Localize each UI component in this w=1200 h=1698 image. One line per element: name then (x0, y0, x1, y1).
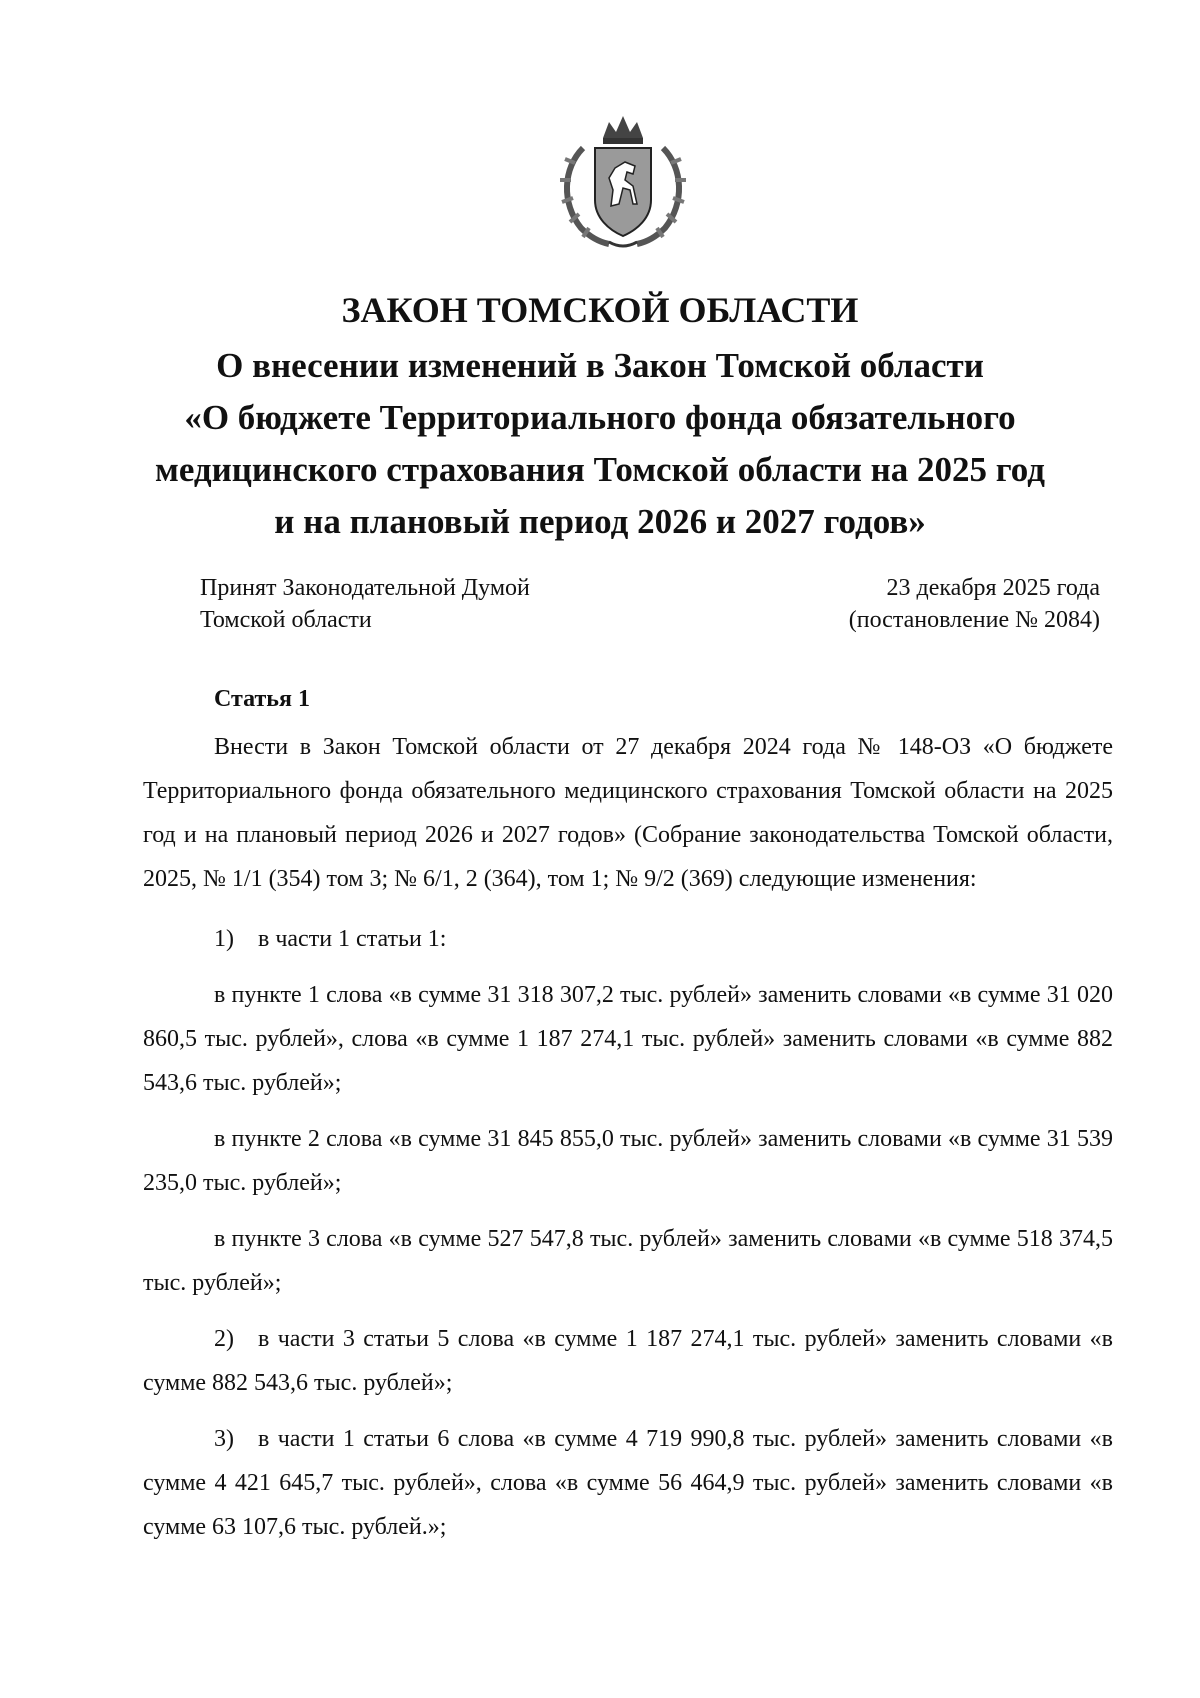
subject-line: О внесении изменений в Закон Томской области (216, 346, 984, 385)
amendment-paragraph: в пункте 2 слова «в сумме 31 845 855,0 тыс. рублей» заменить словами «в сумме 31 539 235,0 тыс. рублей»; (143, 1126, 1113, 1196)
adoption-date (849, 572, 1100, 636)
adopted-by-line: Принят Законодательной Думой (200, 575, 530, 601)
amendment-paragraph: в пункте 3 слова «в сумме 527 547,8 тыс. рублей» заменить словами «в сумме 518 374,5 тыс. рублей»; (143, 1226, 1113, 1296)
adopted-by (200, 572, 530, 636)
adoption-date-line: 23 декабря 2025 года (886, 575, 1100, 601)
subject-line: «О бюджете Территориального фонда обязательного (184, 398, 1016, 437)
adopted-by-line: Томской области (200, 607, 372, 633)
list-item (143, 1417, 1113, 1549)
coat-of-arms-icon (553, 108, 693, 250)
subject-line: и на плановый период 2026 и 2027 годов» (274, 502, 926, 541)
item-number: 2) (214, 1326, 234, 1352)
item-number: 3) (214, 1426, 234, 1452)
resolution-number: (постановление № 2084) (848, 607, 1100, 633)
subject-line: медицинского страхования Томской области на 2025 год (154, 450, 1046, 489)
law-subject (100, 340, 1100, 548)
law-title: ЗАКОН ТОМСКОЙ ОБЛАСТИ (341, 290, 859, 330)
item-text: в части 1 статьи 6 слова «в сумме 4 719 990,8 тыс. рублей» заменить словами «в сумме 4 421 645,7 тыс. рублей», слова «в сумме 56 464,9 тыс. рублей» заменить словами «в сумме 63 107,6 тыс. рублей.»; (143, 1426, 1113, 1540)
article-intro: Внести в Закон Томской области от 27 декабря 2024 года № 148-ОЗ «О бюджете Территориального фонда обязательного медицинского страхования Томской области на 2025 год и на плановый период 2026 и 2027 годов» (Собрание законодательства Томской области, 2025, № 1/1 (354) том 3; № 6/1, 2 (364), том 1; № 9/2 (369) следующие изменения: (143, 734, 1113, 892)
article-body (143, 725, 1113, 1561)
amendment-paragraph: в пункте 1 слова «в сумме 31 318 307,2 тыс. рублей» заменить словами «в сумме 31 020 860,5 тыс. рублей», слова «в сумме 1 187 274,1 тыс. рублей» заменить словами «в сумме 882 543,6 тыс. рублей»; (143, 982, 1113, 1096)
item-text: в части 3 статьи 5 слова «в сумме 1 187 274,1 тыс. рублей» заменить словами «в сумме 882 543,6 тыс. рублей»; (143, 1326, 1113, 1396)
item-text: в части 1 статьи 1: (258, 926, 447, 952)
list-item (143, 917, 1113, 961)
article-heading: Статья 1 (214, 686, 310, 712)
list-item (143, 1317, 1113, 1405)
item-number: 1) (214, 926, 234, 952)
